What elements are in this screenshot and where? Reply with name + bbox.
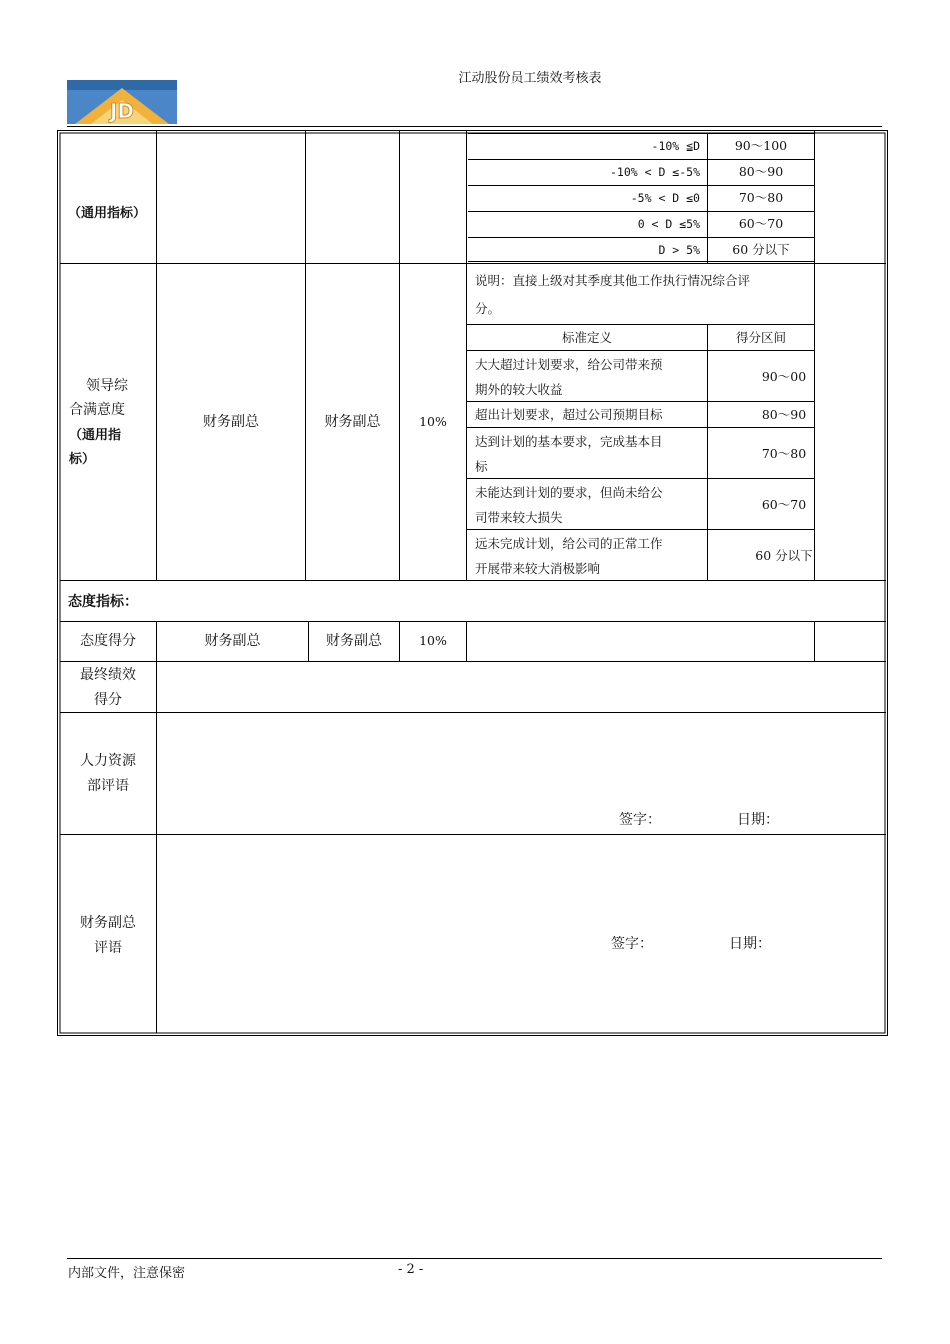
row-divider	[60, 580, 886, 581]
range-cell: 70～80	[761, 446, 807, 461]
grid-line	[468, 185, 814, 186]
grid-line	[466, 427, 814, 428]
condition-cell: D > 5%	[658, 243, 700, 257]
condition-cell: -10% ≦D	[651, 139, 700, 153]
page-header-title: 江动股份员工绩效考核表	[458, 71, 602, 86]
leader-label-b: 合满意度	[69, 402, 125, 418]
score-cell: 70～80	[738, 190, 784, 205]
definition-line: 标	[475, 459, 488, 474]
attitude-reviewer: 财务副总	[326, 633, 382, 649]
definition-line: 未能达到计划的要求，但尚未给公	[475, 485, 663, 500]
score-cell: 90～100	[734, 138, 788, 153]
hr-signature-label: 签字：	[619, 812, 661, 828]
attitude-evaluator: 财务副总	[204, 633, 261, 649]
range-cell: 60～70	[761, 497, 807, 512]
footer-divider	[67, 1258, 882, 1259]
row-divider	[60, 661, 886, 662]
leader-label-d: 标）	[69, 452, 96, 467]
grid-line	[468, 211, 814, 212]
cfo-date-label: 日期：	[729, 936, 771, 952]
page-number: - 2 -	[398, 1262, 424, 1277]
range-cell: 60 分以下	[755, 548, 813, 563]
range-cell: 90～00	[761, 369, 807, 384]
condition-cell: -5% < D ≤0	[630, 191, 700, 205]
hr-date-label: 日期：	[737, 812, 779, 828]
svg-text:JD: JD	[109, 99, 135, 123]
score-cell: 60～70	[738, 216, 784, 231]
company-logo	[67, 80, 177, 124]
definition-line: 达到计划的基本要求，完成基本目	[475, 434, 663, 449]
hr-comment-label-b: 部评语	[87, 778, 129, 794]
definition-line: 远未完成计划，给公司的正常工作	[475, 536, 663, 551]
row-divider	[60, 621, 886, 622]
attitude-label: 态度得分	[80, 633, 136, 649]
leader-label-c: （通用指	[69, 428, 122, 443]
definition-line: 大大超过计划要求，给公司带来预	[475, 357, 663, 372]
col-divider	[156, 131, 157, 581]
col-divider	[305, 131, 306, 581]
leader-evaluator: 财务副总	[203, 414, 259, 430]
cfo-comment-label-a: 财务副总	[80, 915, 136, 931]
row-divider	[60, 834, 886, 835]
cfo-comment-label-b: 评语	[94, 940, 122, 956]
final-score-label-b: 得分	[94, 692, 122, 708]
grid-line	[468, 133, 814, 134]
leader-note-b: 分。	[475, 301, 501, 316]
score-cell: 80～90	[738, 164, 784, 179]
condition-cell: -10% < D ≤-5%	[609, 165, 700, 179]
attitude-heading: 态度指标：	[68, 594, 138, 610]
definition-line: 超出计划要求，超过公司预期目标	[475, 407, 663, 422]
grid-line	[468, 261, 814, 262]
grid-line	[468, 159, 814, 160]
definition-line: 开展带来较大消极影响	[475, 561, 601, 576]
final-score-label-a: 最终绩效	[80, 667, 136, 683]
column-header-range: 得分区间	[735, 330, 786, 345]
section1-label: （通用指标）	[68, 206, 147, 221]
score-cell: 60 分以下	[732, 242, 790, 257]
leader-reviewer: 财务副总	[324, 414, 381, 430]
condition-cell: 0 < D ≤5%	[637, 217, 700, 231]
col-divider	[814, 621, 815, 661]
footer-confidential-note: 内部文件，注意保密	[68, 1266, 186, 1281]
leader-weight: 10%	[419, 414, 447, 429]
leader-note-a: 说明：直接上级对其季度其他工作执行情况综合评	[475, 273, 751, 288]
col-divider	[156, 621, 157, 1033]
definition-line: 司带来较大损失	[475, 510, 563, 525]
grid-line	[468, 237, 814, 238]
col-divider	[466, 621, 467, 661]
attitude-weight: 10%	[419, 633, 447, 648]
leader-label-a: 领导综	[86, 378, 128, 394]
col-divider	[399, 131, 400, 581]
range-cell: 80～90	[761, 407, 807, 422]
row-divider	[60, 712, 886, 713]
header-divider	[67, 126, 882, 127]
col-divider	[466, 131, 467, 581]
grid-line	[466, 350, 814, 351]
row-divider	[60, 263, 886, 264]
grid-line	[466, 324, 814, 325]
cfo-signature-label: 签字：	[611, 936, 653, 952]
column-header-definition: 标准定义	[561, 330, 612, 345]
definition-line: 期外的较大收益	[475, 382, 563, 397]
hr-comment-label-a: 人力资源	[80, 753, 136, 769]
